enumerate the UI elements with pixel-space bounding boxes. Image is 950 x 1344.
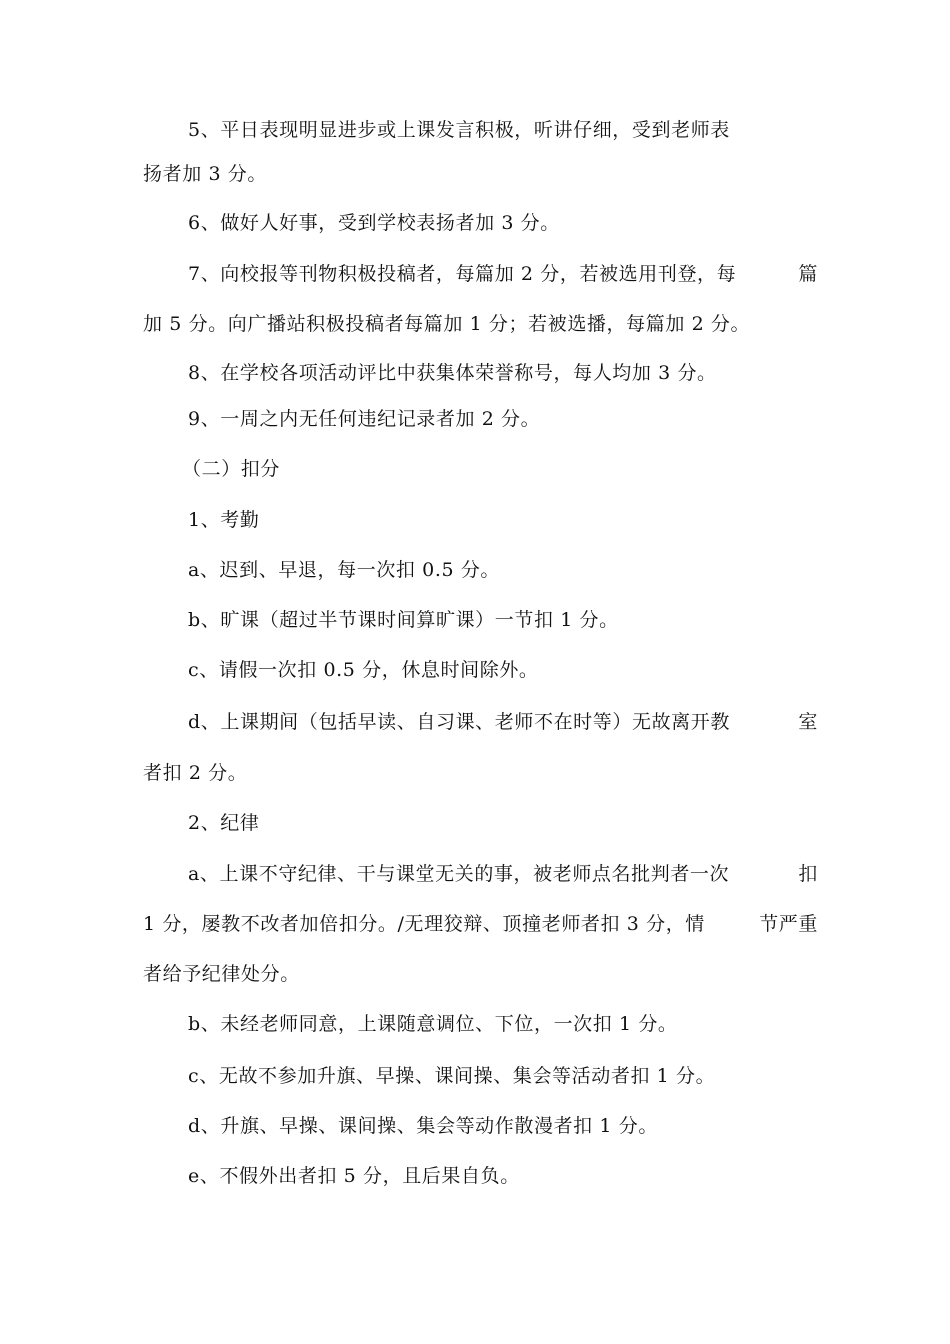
paragraph-line <box>0 761 950 785</box>
paragraph-line <box>0 407 950 431</box>
line-text: d、升旗、早操、课间操、集会等动作散漫者扣 1 分。 <box>188 1115 658 1137</box>
paragraph-line <box>0 312 950 336</box>
line-text: 扬者加 3 分。 <box>143 163 267 185</box>
line-text: c、请假一次扣 0.5 分，休息时间除外。 <box>188 659 539 681</box>
paragraph-line <box>0 862 818 886</box>
line-text: 者扣 2 分。 <box>143 762 248 784</box>
paragraph-line <box>0 361 950 385</box>
line-text: 2、纪律 <box>188 812 260 834</box>
paragraph-line <box>0 162 950 186</box>
paragraph-line <box>0 118 950 142</box>
paragraph-line <box>0 262 818 286</box>
line-text: b、旷课（超过半节课时间算旷课）一节扣 1 分。 <box>188 609 619 631</box>
line-text: 9、一周之内无任何违纪记录者加 2 分。 <box>188 408 541 430</box>
line-text: 8、在学校各项活动评比中获集体荣誉称号，每人均加 3 分。 <box>188 362 717 384</box>
line-text: 者给予纪律处分。 <box>143 963 300 985</box>
line-text: （二）扣分 <box>182 458 281 480</box>
line-text: 加 5 分。向广播站积极投稿者每篇加 1 分；若被选播，每篇加 2 分。 <box>143 313 751 335</box>
line-text: b、未经老师同意，上课随意调位、下位，一次扣 1 分。 <box>188 1013 678 1035</box>
line-text: 6、做好人好事，受到学校表扬者加 3 分。 <box>188 212 560 234</box>
paragraph-line <box>0 1114 950 1138</box>
line-text: 篇 <box>798 263 818 285</box>
line-text: c、无故不参加升旗、早操、课间操、集会等活动者扣 1 分。 <box>188 1065 716 1087</box>
line-text: 1 分，屡教不改者加倍扣分。/无理狡辩、顶撞老师者扣 3 分，情 <box>143 913 705 935</box>
line-text: 1、考勤 <box>188 509 260 531</box>
paragraph-line <box>0 1012 950 1036</box>
line-text: e、不假外出者扣 5 分，且后果自负。 <box>188 1165 520 1187</box>
section-heading <box>0 457 950 481</box>
paragraph-line <box>0 962 950 986</box>
subsection-heading <box>0 811 950 835</box>
line-text: 7、向校报等刊物积极投稿者，每篇加 2 分，若被选用刊登，每 <box>188 263 737 285</box>
paragraph-line <box>0 558 950 582</box>
line-text: 5、平日表现明显进步或上课发言积极，听讲仔细，受到老师表 <box>188 119 730 141</box>
subsection-heading <box>0 508 950 532</box>
line-text: a、上课不守纪律、干与课堂无关的事，被老师点名批判者一次 <box>188 863 730 885</box>
paragraph-line <box>0 211 950 235</box>
line-text: 扣 <box>798 863 818 885</box>
line-text: 节严重 <box>759 913 818 935</box>
paragraph-line <box>143 912 818 936</box>
paragraph-line <box>0 710 818 734</box>
paragraph-line <box>0 1064 950 1088</box>
line-text: a、迟到、早退，每一次扣 0.5 分。 <box>188 559 501 581</box>
line-text: d、上课期间（包括早读、自习课、老师不在时等）无故离开教 <box>188 711 730 733</box>
paragraph-line <box>0 608 950 632</box>
paragraph-line <box>0 658 950 682</box>
paragraph-line <box>0 1164 950 1188</box>
line-text: 室 <box>798 711 818 733</box>
